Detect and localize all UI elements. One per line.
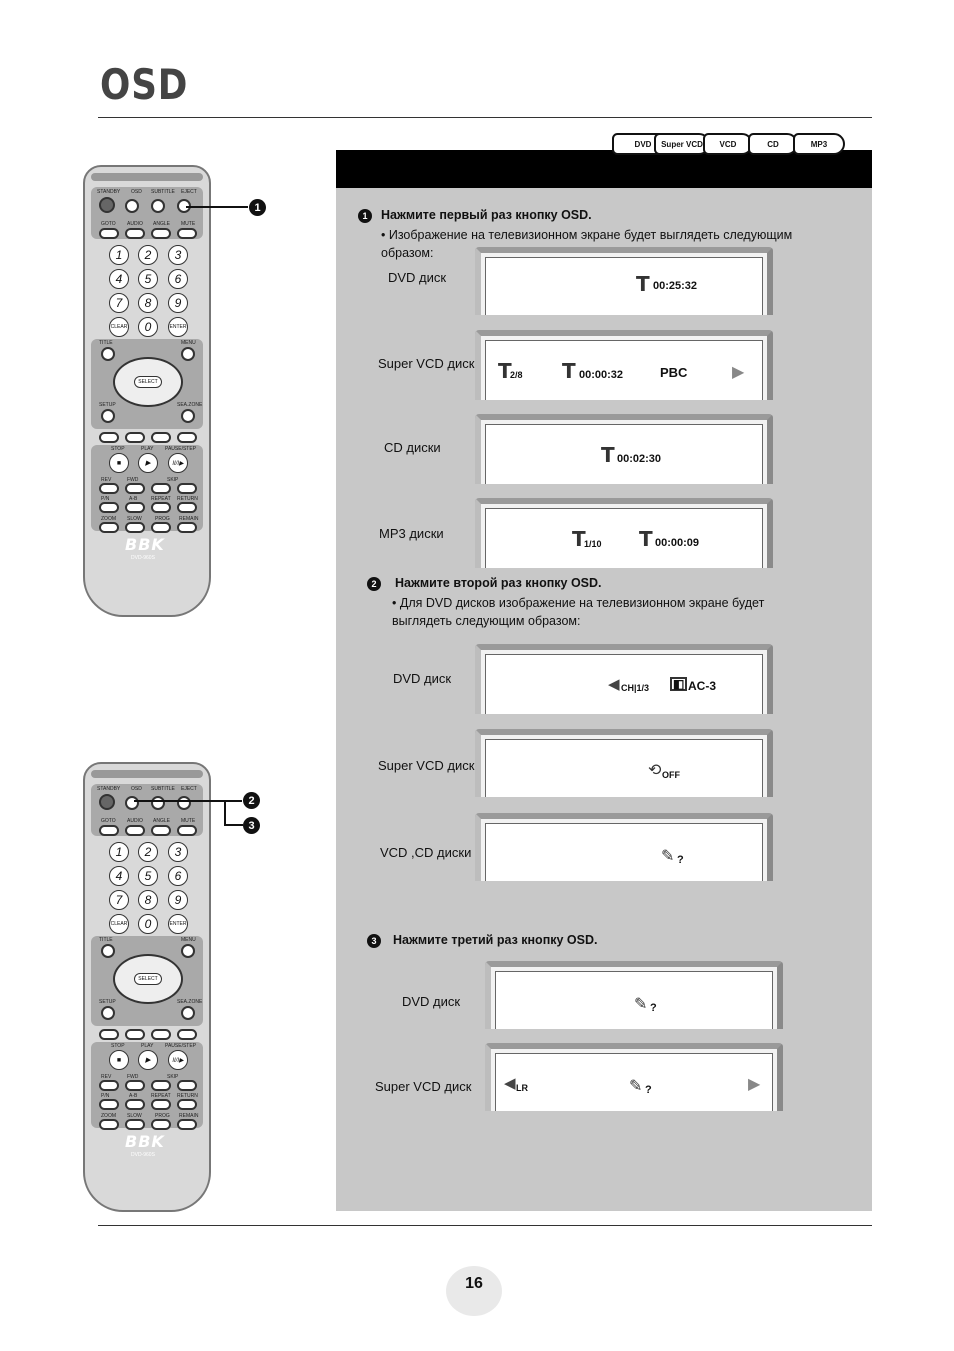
slow-label: SLOW [127,516,142,522]
eject-button[interactable] [177,796,191,810]
remain-button[interactable] [177,522,197,533]
osd-track: 2/8 [510,370,523,380]
num-4-button[interactable]: 4 [109,866,129,886]
remote-control-2 [83,762,211,1212]
search-zone-label: SEA.ZONE [177,999,203,1005]
rev-label: REV [101,477,112,483]
subtitle-label: SUBTITLE [151,786,175,792]
callout-1-line [186,206,248,208]
bottom-divider [98,1225,872,1226]
disc-tab-mp3: MP3 [793,133,845,155]
repeat-button[interactable] [151,502,171,513]
osd-audio-channel: CH|1/3 [621,683,650,693]
osd-time: 00:00:09 [655,537,700,549]
clear-button[interactable]: CLEAR [109,317,129,337]
skip-label: SKIP [167,477,179,483]
color-button-2[interactable] [125,432,145,443]
angle-label: ANGLE [153,221,170,227]
zoom-label: ZOOM [101,1113,116,1119]
num-4-button[interactable]: 4 [109,269,129,289]
osd-time: 00:00:32 [579,369,624,381]
audio-label: AUDIO [127,818,143,824]
num-9-button[interactable]: 9 [168,890,188,910]
track-t-icon: T [572,527,586,551]
enter-button[interactable]: ENTER [168,317,188,337]
standby-label: STANDBY [97,786,121,792]
return-label: RETURN [177,496,198,502]
play-label: PLAY [141,1043,154,1049]
play-icon: ▶ [732,364,745,381]
osd-screen-cd-1 [475,414,773,484]
ab-label: A-B [129,1093,138,1099]
osd-screen-svcd-2 [475,729,773,797]
osd-label: OSD [131,786,142,792]
disc-tab-vcd: VCD [703,133,753,155]
step-1-number: 1 [358,209,372,223]
pn-label: P/N [101,1093,110,1099]
step-1-heading: Нажмите первый раз кнопку OSD. [381,208,592,222]
callout-2: 2 [243,792,260,809]
step-2-desc-2: выглядеть следующим образом: [392,614,581,628]
color-button-4[interactable] [177,432,197,443]
step-3-heading: Нажмите третий раз кнопку OSD. [393,933,598,947]
speaker-icon: ◀ [608,676,620,693]
skip-label: SKIP [167,1074,179,1080]
title-button[interactable] [101,944,115,958]
osd-unknown: ? [645,1084,652,1096]
osd-screen-dvd-1 [475,247,773,315]
play-button[interactable]: ▶ [138,453,158,473]
rev-label: REV [101,1074,112,1080]
panel-header-bar [336,150,872,188]
osd-screen-dvd-2 [475,644,773,714]
osd-audio-format: AC-3 [688,679,717,693]
osd-screen-svcd-3 [485,1043,783,1111]
color-button-2[interactable] [125,1029,145,1040]
title-t-icon: T [639,527,653,551]
osd-screen-vcd-2 [475,813,773,881]
num-9-button[interactable]: 9 [168,293,188,313]
callout-3-line-vertical [224,800,226,825]
title-label: TITLE [99,340,113,346]
slow-button[interactable] [125,1119,145,1130]
remain-button[interactable] [177,1119,197,1130]
pn-button[interactable] [99,502,119,513]
prog-button[interactable] [151,522,171,533]
fwd-label: FWD [127,1074,139,1080]
audio-label: AUDIO [127,221,143,227]
title-button[interactable] [101,347,115,361]
subtitle-label: SUBTITLE [151,189,175,195]
ab-button[interactable] [125,502,145,513]
skip-back-button[interactable] [151,483,171,494]
goto-button[interactable] [99,228,119,239]
row-label-vcd-cd: VCD ,CD диски [380,845,472,860]
step-2-desc-1: • Для DVD дисков изображение на телевизионном экране будет [392,596,765,610]
osd-pbc: PBC [660,365,688,380]
row-label-mp3: MP3 диски [379,526,444,541]
osd-time: 00:02:30 [617,453,662,465]
osd-button[interactable] [125,796,139,810]
mute-button[interactable] [177,825,197,836]
pause-label: PAUSE/STEP [165,1043,197,1049]
fwd-button[interactable] [125,483,145,494]
ab-button[interactable] [125,1099,145,1110]
osd-screen-mp3-1 [475,498,773,568]
num-3-button[interactable]: 3 [168,842,188,862]
step-1-desc-1: • Изображение на телевизионном экране будет выглядеть следующим [381,228,793,242]
angle-button[interactable] [151,825,171,836]
subtitle-button[interactable] [151,796,165,810]
step-3-number: 3 [367,934,381,948]
pn-label: P/N [101,496,110,502]
page-title: OSD [100,60,189,109]
model-label: DVD-960S [131,1152,155,1158]
dolby-icon: ◧ [670,677,687,691]
remain-label: REMAIN [179,516,199,522]
num-7-button[interactable]: 7 [109,890,129,910]
row-label-dvd: DVD диск [402,994,461,1009]
clear-button[interactable]: CLEAR [109,914,129,934]
disc-tab-dvd: DVD [612,133,674,155]
goto-label: GOTO [101,818,116,824]
rev-button[interactable] [99,1080,119,1091]
row-label-dvd: DVD диск [393,671,452,686]
pin-icon: ✎ [661,848,675,865]
remain-label: REMAIN [179,1113,199,1119]
stop-button[interactable]: ■ [109,453,129,473]
color-button-3[interactable] [151,432,171,443]
eject-label: EJECT [181,786,197,792]
angle-button[interactable] [151,228,171,239]
repeat-button[interactable] [151,1099,171,1110]
color-button-1[interactable] [99,432,119,443]
step-2-number: 2 [367,577,381,591]
rev-button[interactable] [99,483,119,494]
row-label-svcd: Super VCD диск [375,1079,472,1094]
num-8-button[interactable]: 8 [138,293,158,313]
setup-label: SETUP [99,402,116,408]
audio-button[interactable] [125,228,145,239]
speaker-icon: ◀ [504,1075,516,1092]
play-icon: ▶ [748,1076,761,1093]
standby-button[interactable] [99,197,115,213]
track-t-icon: T [498,359,512,383]
bbk-logo: BBK [125,535,165,554]
num-3-button[interactable]: 3 [168,245,188,265]
setup-label: SETUP [99,999,116,1005]
num-5-button[interactable]: 5 [138,269,158,289]
osd-unknown: ? [650,1002,657,1014]
audio-button[interactable] [125,825,145,836]
repeat-label: REPEAT [151,1093,171,1099]
row-label-svcd: Super VCD диск [378,356,475,371]
zoom-button[interactable] [99,522,119,533]
return-label: RETURN [177,1093,198,1099]
eject-label: EJECT [181,189,197,195]
return-button[interactable] [177,502,197,513]
search-zone-button[interactable] [181,409,195,423]
num-6-button[interactable]: 6 [168,866,188,886]
title-label: TITLE [99,937,113,943]
callout-3: 3 [243,817,260,834]
select-button[interactable]: SELECT [134,973,162,985]
pause-label: PAUSE/STEP [165,446,197,452]
num-7-button[interactable]: 7 [109,293,129,313]
color-button-3[interactable] [151,1029,171,1040]
row-label-cd: CD диски [384,440,441,455]
menu-label: MENU [181,937,196,943]
setup-button[interactable] [101,409,115,423]
osd-screen-dvd-3 [485,961,783,1029]
angle-label: ANGLE [153,818,170,824]
search-zone-label: SEA.ZONE [177,402,203,408]
model-label: DVD-960S [131,555,155,561]
disc-tab-super-vcd: Super VCD [654,133,710,155]
pin-icon: ✎ [629,1078,643,1095]
mute-label: MUTE [181,221,196,227]
num-1-button[interactable]: 1 [109,842,129,862]
menu-button[interactable] [181,944,195,958]
num-2-button[interactable]: 2 [138,245,158,265]
osd-track: 1/10 [584,539,602,549]
prog-label: PROG [155,1113,170,1119]
title-t-icon: T [562,359,576,383]
step-2-heading: Нажмите второй раз кнопку OSD. [395,576,602,590]
zoom-button[interactable] [99,1119,119,1130]
callout-1: 1 [249,199,266,216]
pin-icon: ✎ [634,996,648,1013]
fwd-label: FWD [127,477,139,483]
osd-time: 00:25:32 [653,280,698,292]
disc-tab-cd: CD [748,133,798,155]
osd-channel: LR [516,1083,528,1093]
num-5-button[interactable]: 5 [138,866,158,886]
repeat-icon: ⟲ [648,762,662,779]
num-2-button[interactable]: 2 [138,842,158,862]
callout-3-line [224,824,243,826]
skip-forward-button[interactable] [177,483,197,494]
play-button[interactable]: ▶ [138,1050,158,1070]
zoom-label: ZOOM [101,516,116,522]
goto-button[interactable] [99,825,119,836]
page-number: 16 [465,1275,483,1292]
select-button[interactable]: SELECT [134,376,162,388]
osd-label: OSD [131,189,142,195]
row-label-dvd: DVD диск [388,270,447,285]
title-t-icon: T [601,443,615,467]
top-divider [98,117,872,118]
repeat-label: REPEAT [151,496,171,502]
osd-repeat: OFF [662,770,680,780]
prog-label: PROG [155,516,170,522]
setup-button[interactable] [101,1006,115,1020]
mute-button[interactable] [177,228,197,239]
enter-button[interactable]: ENTER [168,914,188,934]
standby-label: STANDBY [97,189,121,195]
osd-unknown: ? [677,854,684,866]
stop-label: STOP [111,1043,125,1049]
slow-label: SLOW [127,1113,142,1119]
fwd-button[interactable] [125,1080,145,1091]
menu-button[interactable] [181,347,195,361]
subtitle-button[interactable] [151,199,165,213]
pause-step-button[interactable]: II/I▶ [168,1050,188,1070]
play-label: PLAY [141,446,154,452]
num-8-button[interactable]: 8 [138,890,158,910]
stop-button[interactable]: ■ [109,1050,129,1070]
slow-button[interactable] [125,522,145,533]
num-0-button[interactable]: 0 [138,317,158,337]
return-button[interactable] [177,1099,197,1110]
title-t-icon: T [636,272,650,296]
remote-control-1 [83,165,211,617]
stop-label: STOP [111,446,125,452]
bbk-logo: BBK [125,1132,165,1151]
search-zone-button[interactable] [181,1006,195,1020]
menu-label: MENU [181,340,196,346]
step-1-desc-2: образом: [381,246,434,260]
osd-button[interactable] [125,199,139,213]
row-label-svcd: Super VCD диск [378,758,475,773]
color-button-1[interactable] [99,1029,119,1040]
osd-screen-svcd-1 [475,330,773,400]
color-button-4[interactable] [177,1029,197,1040]
goto-label: GOTO [101,221,116,227]
num-1-button[interactable]: 1 [109,245,129,265]
prog-button[interactable] [151,1119,171,1130]
num-6-button[interactable]: 6 [168,269,188,289]
num-0-button[interactable]: 0 [138,914,158,934]
standby-button[interactable] [99,794,115,810]
pn-button[interactable] [99,1099,119,1110]
ab-label: A-B [129,496,138,502]
skip-back-button[interactable] [151,1080,171,1091]
pause-step-button[interactable]: II/I▶ [168,453,188,473]
mute-label: MUTE [181,818,196,824]
skip-forward-button[interactable] [177,1080,197,1091]
